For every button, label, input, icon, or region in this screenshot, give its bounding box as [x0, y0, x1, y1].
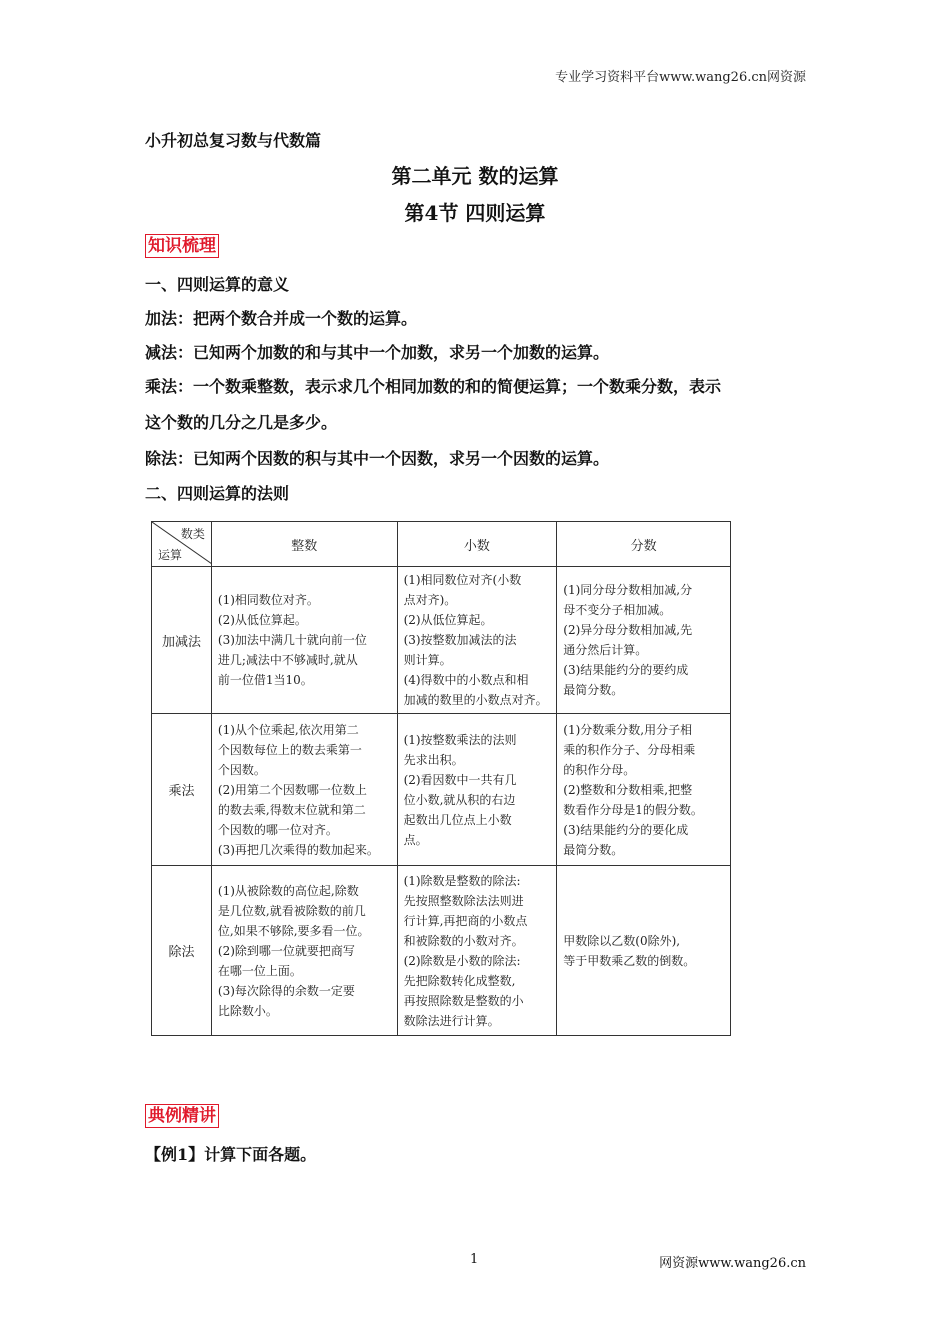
cell-line: 则计算。 [403, 653, 452, 667]
heading-rules: 二、四则运算的法则 [145, 484, 290, 503]
cell-line: 通分然后计算。 [563, 643, 648, 657]
cell-line: 加减的数里的小数点对齐。 [403, 693, 548, 707]
cell-line: 点对齐)。 [403, 593, 457, 607]
cell-div-decimal [397, 866, 557, 1036]
page-number: 1 [470, 1252, 479, 1267]
cell-line: 位,如果不够除,要多看一位。 [217, 923, 370, 938]
cell-line: 最简分数。 [563, 842, 624, 857]
cell-line: 是几位数,就看被除数的前几 [217, 903, 366, 918]
cell-line: 甲数除以乙数(0除外), [563, 933, 681, 948]
cell-line: (3)结果能约分的要化成 [563, 822, 689, 837]
table-header-row [152, 522, 731, 567]
cell-line: 的数去乘,得数末位就和第二 [217, 802, 366, 817]
knowledge-tag: 知识梳理 [145, 234, 219, 258]
cell-line: 最简分数。 [563, 683, 624, 697]
cell-line: 再按照除数是整数的小 [403, 993, 524, 1008]
cell-line: (3)再把几次乘得的数加起来。 [217, 842, 379, 857]
cell-line: 数除法进行计算。 [403, 1013, 500, 1028]
cell-line: 母不变分子相加减。 [563, 603, 672, 617]
cell-add-decimal [397, 567, 557, 714]
section-title: 第4节 四则运算 [404, 201, 546, 225]
cell-line: (2)从低位算起。 [403, 613, 493, 627]
cell-line: (1)分数乘分数,用分子相 [563, 722, 693, 737]
heading-meaning: 一、四则运算的意义 [145, 275, 290, 294]
cell-line: 等于甲数乘乙数的倒数。 [563, 953, 696, 968]
page-header-site: 专业学习资料平台www.wang26.cn网资源 [555, 70, 806, 85]
cell-line: 进几;减法中不够减时,就从 [217, 653, 358, 667]
table-row [152, 866, 731, 1036]
cell-line: (2)用第二个因数哪一位数上 [217, 782, 367, 797]
examples-tag: 典例精讲 [145, 1104, 219, 1128]
multiplication-definition-line2: 这个数的几分之几是多少。 [145, 413, 338, 432]
cell-line: (3)加法中满几十就向前一位 [217, 633, 367, 647]
cell-line: (1)从个位乘起,依次用第二 [217, 722, 359, 737]
cell-line: (2)除到哪一位就要把商写 [217, 943, 355, 958]
cell-line: 的积作分母。 [563, 762, 636, 777]
cell-line: (4)得数中的小数点和相 [403, 673, 529, 687]
corner-bottom-label: 运算 [158, 548, 183, 562]
cell-div-fraction [557, 866, 731, 1036]
cell-line: (1)相同数位对齐。 [217, 593, 319, 607]
cell-line: 在哪一位上面。 [217, 963, 302, 978]
cell-add-integer [211, 567, 397, 714]
cell-line: 乘的积作分子、分母相乘 [563, 742, 696, 757]
cell-line: (2)整数和分数相乘,把整 [563, 782, 693, 797]
cell-line: (2)从低位算起。 [217, 613, 307, 627]
cell-line: (2)看因数中一共有几 [403, 772, 517, 787]
cell-line: (1)同分母分数相加减,分 [563, 583, 693, 597]
cell-line: (3)每次除得的余数一定要 [217, 983, 355, 998]
addition-definition: 加法：把两个数合并成一个数的运算。 [145, 309, 418, 328]
cell-line: 个因数的哪一位对齐。 [217, 822, 338, 837]
cell-line: 先按照整数除法法则进 [403, 893, 524, 908]
column-header-decimal: 小数 [397, 522, 557, 567]
cell-mul-fraction [557, 714, 731, 866]
multiplication-definition-line1: 乘法：一个数乘整数，表示求几个相同加数的和的简便运算；一个数乘分数，表示 [145, 377, 722, 396]
page-footer-site: 网资源www.wang26.cn [659, 1256, 806, 1271]
cell-add-fraction [557, 567, 731, 714]
corner-top-label: 数类 [180, 527, 205, 541]
table-corner-cell [152, 522, 212, 567]
cell-mul-decimal [397, 714, 557, 866]
cell-line: 个因数。 [217, 762, 266, 777]
cell-line: 先求出积。 [403, 752, 464, 767]
cell-line: (3)按整数加减法的法 [403, 633, 517, 647]
division-definition: 除法：已知两个因数的积与其中一个因数，求另一个因数的运算。 [145, 449, 610, 468]
cell-line: (3)结果能约分的要约成 [563, 663, 689, 677]
row-label-multiply: 乘法 [152, 714, 212, 866]
cell-line: 行计算,再把商的小数点 [403, 913, 528, 928]
cell-line: 前一位借1当10。 [217, 673, 313, 687]
table-row [152, 567, 731, 714]
cell-line: 个因数每位上的数去乘第一 [217, 742, 362, 757]
cell-line: 起数出几位点上小数 [403, 812, 512, 827]
cell-line: (1)按整数乘法的法则 [403, 732, 517, 747]
table-row [152, 714, 731, 866]
cell-line: 先把除数转化成整数, [403, 973, 516, 988]
cell-mul-integer [211, 714, 397, 866]
cell-line: 和被除数的小数对齐。 [403, 933, 524, 948]
cell-line: (2)除数是小数的除法: [403, 953, 521, 968]
rules-table [151, 521, 731, 1036]
cell-line: (1)除数是整数的除法: [403, 873, 521, 888]
row-label-divide: 除法 [152, 866, 212, 1036]
row-label-add-sub: 加减法 [152, 567, 212, 714]
cell-line: 比除数小。 [217, 1003, 278, 1018]
series-title: 小升初总复习数与代数篇 [145, 131, 322, 150]
cell-line: (1)相同数位对齐(小数 [403, 573, 522, 587]
cell-line: 位小数,就从积的右边 [403, 792, 516, 807]
column-header-integer: 整数 [211, 522, 397, 567]
cell-line: 数看作分母是1的假分数。 [563, 802, 703, 817]
cell-line: 点。 [403, 832, 428, 847]
cell-div-integer [211, 866, 397, 1036]
unit-title: 第二单元 数的运算 [391, 164, 559, 188]
cell-line: (2)异分母分数相加减,先 [563, 623, 693, 637]
column-header-fraction: 分数 [557, 522, 731, 567]
example-1: 【例1】计算下面各题。 [145, 1145, 317, 1164]
cell-line: (1)从被除数的高位起,除数 [217, 883, 359, 898]
subtraction-definition: 减法：已知两个加数的和与其中一个加数，求另一个加数的运算。 [145, 343, 610, 362]
